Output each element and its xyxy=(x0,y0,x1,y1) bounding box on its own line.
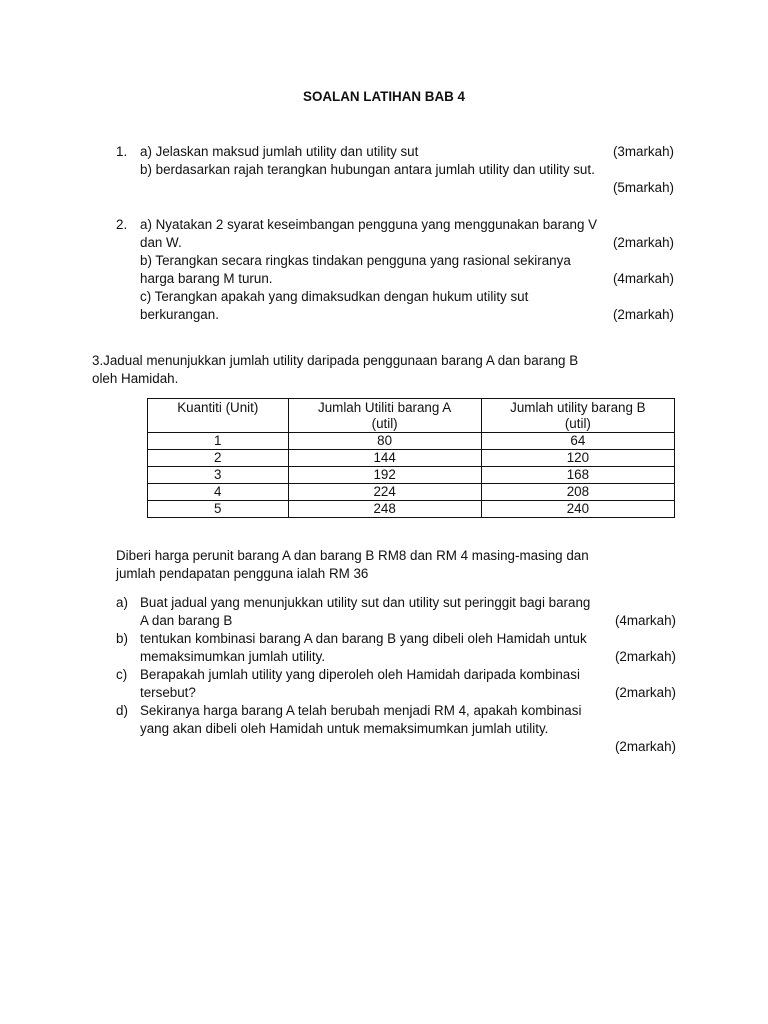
q2-c-mark: (2markah) xyxy=(612,307,674,322)
part-label: c) xyxy=(116,667,128,682)
header-quantity xyxy=(148,399,289,433)
part-body xyxy=(140,594,676,630)
table-cell: 4 xyxy=(148,484,289,501)
part-line2-row xyxy=(140,648,676,666)
header-total-utility-b xyxy=(481,399,674,433)
header-line xyxy=(148,416,288,432)
table-cell: 80 xyxy=(288,433,481,450)
question-3-intro xyxy=(92,352,676,388)
part-label: d) xyxy=(116,703,128,718)
part-body xyxy=(140,702,676,756)
part-line1: Berapakah jumlah utility yang diperoleh oleh Hamidah daripada kombinasi xyxy=(140,667,580,682)
part-line2: A dan barang B xyxy=(140,613,233,628)
part-mark: (2markah) xyxy=(614,649,676,664)
given-line2: jumlah pendapatan pengguna ialah RM 36 xyxy=(116,566,369,581)
table-cell: 248 xyxy=(288,501,481,518)
q2-b-line2: harga barang M turun. xyxy=(140,271,273,286)
table-cell: 3 xyxy=(148,467,289,484)
header-total-utility-a xyxy=(288,399,481,433)
part-mark: (2markah) xyxy=(614,739,676,754)
table-row xyxy=(148,467,675,484)
part-mark: (2markah) xyxy=(614,685,676,700)
q1-part-a xyxy=(140,143,674,161)
part-line2: yang akan dibeli oleh Hamidah untuk memaksimumkan jumlah utility. xyxy=(140,721,549,736)
q2-c-line2: berkurangan. xyxy=(140,307,219,322)
table-cell: 144 xyxy=(288,450,481,467)
given-info xyxy=(116,547,676,583)
q1-a-text: a) Jelaskan maksud jumlah utility dan utility sut xyxy=(140,144,419,159)
part-body xyxy=(140,630,676,666)
q2-b-mark: (4markah) xyxy=(612,271,674,286)
table-cell: 240 xyxy=(481,501,674,518)
q1-b-text: b) berdasarkan rajah terangkan hubungan antara jumlah utility dan utility sut. xyxy=(140,162,595,177)
question-number: 1. xyxy=(116,144,128,159)
table-row xyxy=(148,484,675,501)
part-line2: memaksimumkan jumlah utility. xyxy=(140,649,326,664)
table-cell: 120 xyxy=(481,450,674,467)
part-label: b) xyxy=(116,631,128,646)
table-cell: 224 xyxy=(288,484,481,501)
question-body xyxy=(140,216,674,324)
table-row xyxy=(148,450,675,467)
q2-part-b xyxy=(140,270,674,288)
table-row xyxy=(148,501,675,518)
table-cell: 192 xyxy=(288,467,481,484)
header-line: Kuantiti (Unit) xyxy=(177,400,259,415)
header-line: Jumlah utility barang B xyxy=(510,400,646,415)
q2-a-mark: (2markah) xyxy=(612,235,674,250)
page-title: SOALAN LATIHAN BAB 4 xyxy=(303,89,465,104)
question-body xyxy=(140,143,674,197)
table-cell: 168 xyxy=(481,467,674,484)
table-cell: 1 xyxy=(148,433,289,450)
q3-intro-line2: oleh Hamidah. xyxy=(92,371,179,386)
table-cell: 5 xyxy=(148,501,289,518)
part-line1: tentukan kombinasi barang A dan barang B yang dibeli oleh Hamidah untuk xyxy=(140,631,587,646)
q2-part-c xyxy=(140,306,674,324)
table-cell: 64 xyxy=(481,433,674,450)
header-line: (util) xyxy=(564,416,591,431)
q2-a-line1: a) Nyatakan 2 syarat keseimbangan pengguna yang menggunakan barang V xyxy=(140,217,598,232)
part-line2-row xyxy=(140,612,676,630)
q1-b-mark: (5markah) xyxy=(612,180,674,195)
utility-table xyxy=(147,398,675,518)
table-cell: 208 xyxy=(481,484,674,501)
part-line1: Sekiranya harga barang A telah berubah menjadi RM 4, apakah kombinasi xyxy=(140,703,582,718)
table-cell: 2 xyxy=(148,450,289,467)
part-line2-row xyxy=(140,684,676,702)
header-line: Jumlah Utiliti barang A xyxy=(318,400,452,415)
part-mark: (4markah) xyxy=(614,613,676,628)
part-line2: tersebut? xyxy=(140,685,196,700)
part-body xyxy=(140,666,676,702)
header-line: (util) xyxy=(371,416,398,431)
q2-c-line1: c) Terangkan apakah yang dimaksudkan dengan hukum utility sut xyxy=(140,289,529,304)
q2-b-line1: b) Terangkan secara ringkas tindakan pengguna yang rasional sekiranya xyxy=(140,253,571,268)
table-header-row xyxy=(148,399,675,433)
q2-a-line2: dan W. xyxy=(140,235,182,250)
q1-a-mark: (3markah) xyxy=(612,144,674,159)
table-row xyxy=(148,433,675,450)
question-number: 2. xyxy=(116,217,128,232)
part-label: a) xyxy=(116,595,128,610)
part-line1: Buat jadual yang menunjukkan utility sut dan utility sut peringgit bagi barang xyxy=(140,595,591,610)
q3-intro-line1: 3.Jadual menunjukkan jumlah utility daripada penggunaan barang A dan barang B xyxy=(92,353,579,368)
q2-part-a xyxy=(140,234,674,252)
q1-part-b xyxy=(140,161,674,179)
given-line1: Diberi harga perunit barang A dan barang B RM8 dan RM 4 masing-masing dan xyxy=(116,548,589,563)
